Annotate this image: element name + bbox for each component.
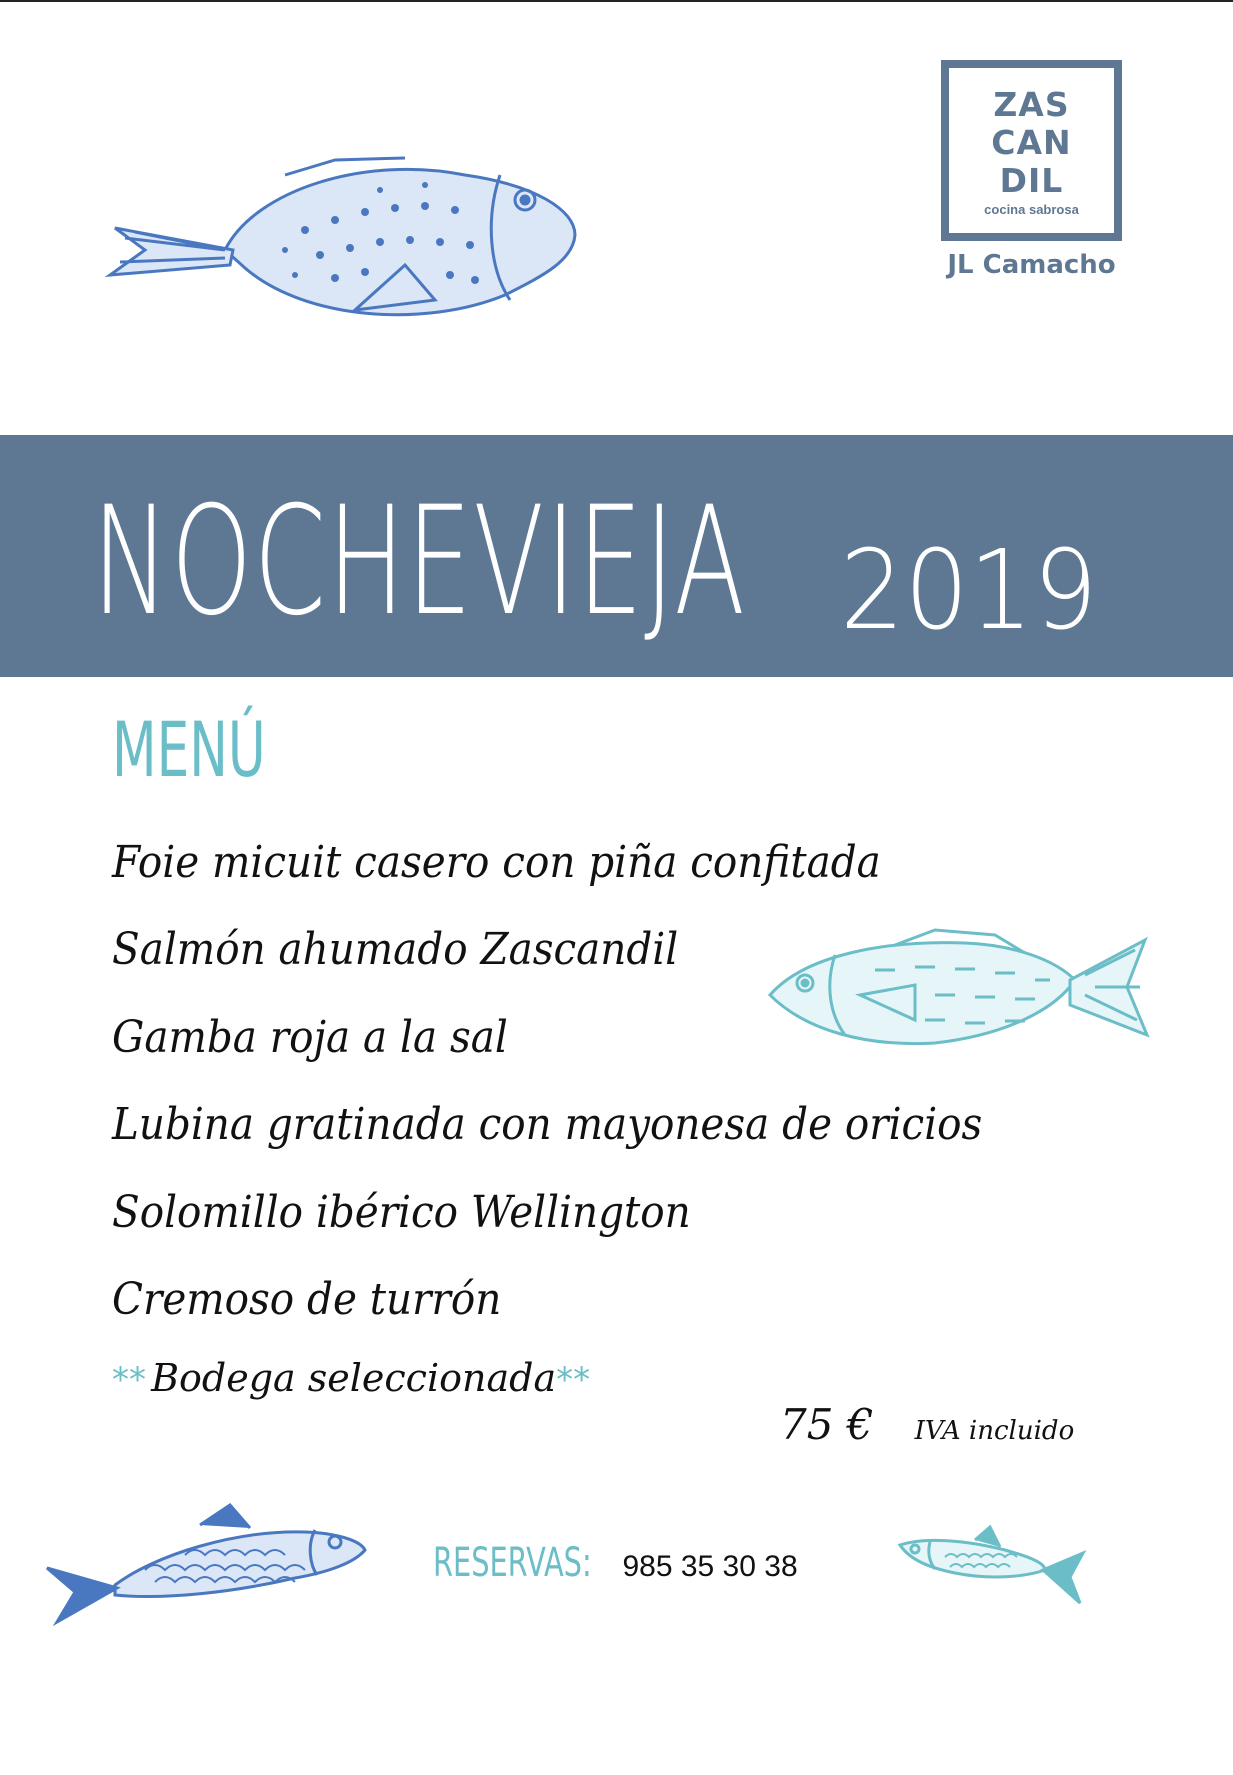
wine-note <box>112 1350 590 1414</box>
sardine-illustration <box>45 1500 365 1625</box>
dish-item: Gamba roja a la sal <box>112 1012 508 1063</box>
top-rule <box>0 0 1233 2</box>
price-value: 75 € <box>780 1400 874 1449</box>
dish-item: Solomillo ibérico Wellington <box>112 1187 691 1238</box>
wine-stars-right: ** <box>556 1360 591 1400</box>
dish-item: Foie micuit casero con piña confitada <box>112 837 881 888</box>
menu-heading: MENÚ <box>112 705 266 794</box>
event-year: 2019 <box>840 526 1098 654</box>
logo-line-2: CAN <box>991 123 1072 162</box>
dish-item: Cremoso de turrón <box>112 1274 502 1325</box>
wine-stars-left: ** <box>112 1360 146 1400</box>
logo-subtitle: cocina sabrosa <box>984 202 1079 217</box>
wine-text: Bodega seleccionada <box>151 1356 557 1400</box>
logo-line-1: ZAS <box>993 85 1070 124</box>
restaurant-logo <box>941 60 1122 241</box>
reservations-label: RESERVAS: <box>433 1540 592 1586</box>
dish-item: Lubina gratinada con mayonesa de oricios <box>112 1099 983 1150</box>
price-note: IVA incluido <box>914 1416 1075 1446</box>
price <box>780 1400 1074 1449</box>
reservations <box>433 1540 798 1586</box>
reservations-phone[interactable]: 985 35 30 38 <box>622 1550 798 1583</box>
chef-name: JL Camacho <box>947 250 1116 280</box>
dish-item: Salmón ahumado Zascandil <box>112 924 679 975</box>
sea-bream-illustration <box>105 150 585 340</box>
event-title: NOCHEVIEJA <box>92 475 747 649</box>
small-sardine-illustration <box>895 1525 1085 1605</box>
sea-bass-illustration <box>765 925 1150 1060</box>
logo-line-3: DIL <box>999 161 1064 200</box>
